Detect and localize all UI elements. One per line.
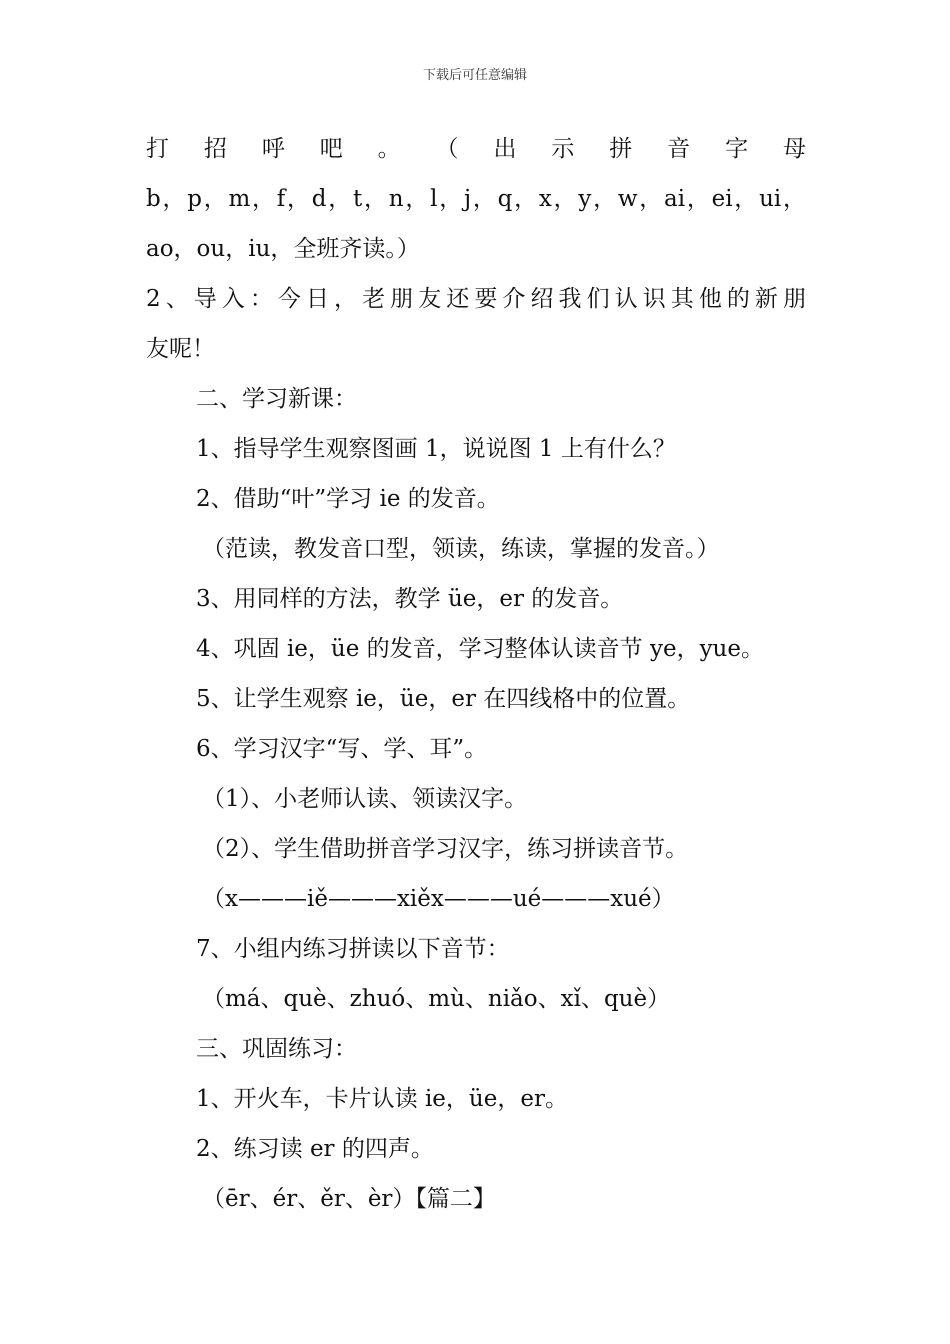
list-item: 4、巩固 ie，üe 的发音，学习整体认读音节 ye，yue。 xyxy=(196,636,764,662)
list-item: 2、借助“叶”学习 ie 的发音。 xyxy=(196,486,500,512)
section-heading: 二、学习新课： xyxy=(196,386,357,412)
list-item: 7、小组内练习拼读以下音节： xyxy=(196,936,510,962)
list-item: 6、学习汉字“写、学、耳”。 xyxy=(196,736,488,762)
list-item: 2、练习读 er 的四声。 xyxy=(196,1136,434,1162)
list-item: 1、指导学生观察图画 1，说说图 1 上有什么？ xyxy=(196,436,676,462)
sub-item: （1）、小老师认读、领读汉字。 xyxy=(202,786,528,812)
text-line: 2、导入：今日，老朋友还要介绍我们认识其他的新朋 xyxy=(146,286,806,312)
list-item: 1、开火车，卡片认读 ie，üe，er。 xyxy=(196,1086,568,1112)
section-heading: 三、巩固练习： xyxy=(196,1036,357,1062)
text-line: （范读，教发音口型，领读，练读，掌握的发音。） xyxy=(202,536,720,562)
text-line: 打 招 呼 吧 。 （ 出 示 拼 音 字 母 xyxy=(146,136,806,162)
list-item: 3、用同样的方法，教学 üe，er 的发音。 xyxy=(196,586,624,612)
text-line: （má、què、zhuó、mù、niǎo、xǐ、què） xyxy=(202,986,671,1012)
list-item: 5、让学生观察 ie，üe，er 在四线格中的位置。 xyxy=(196,686,691,712)
page-header: 下载后可任意编辑 xyxy=(422,68,527,83)
sub-item: （2）、学生借助拼音学习汉字，练习拼读音节。 xyxy=(202,836,689,862)
text-line: ao，ou，iu，全班齐读。） xyxy=(146,236,420,262)
text-line: （ēr、ér、ěr、èr）【篇二】 xyxy=(202,1186,496,1212)
text-line: 友呢！ xyxy=(146,336,215,362)
text-line: （x———iě———xiěx———ué———xué） xyxy=(202,886,675,912)
text-line: b，p，m，f，d，t，n，l，j，q，x，y，w，ai，ei，ui， xyxy=(146,186,806,212)
